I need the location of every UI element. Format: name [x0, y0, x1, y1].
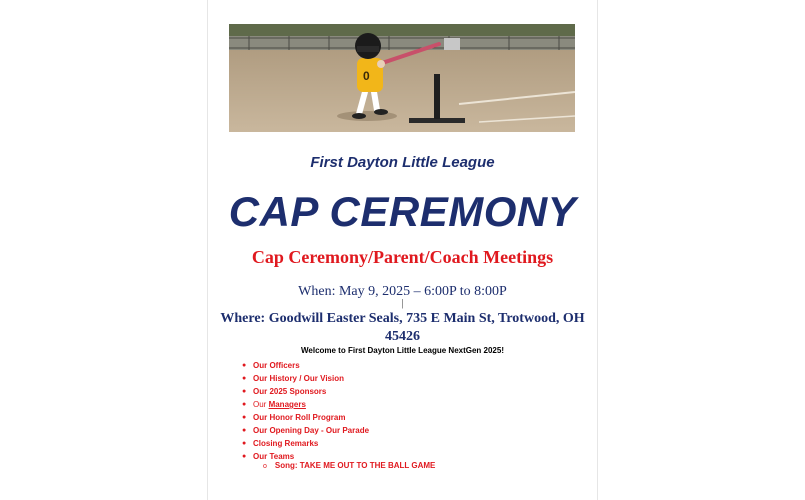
jersey-number: 0 — [363, 69, 370, 83]
list-item: ● Our 2025 Sponsors — [242, 387, 327, 396]
text-cursor: | — [401, 298, 404, 309]
list-item: ● Our Managers — [242, 400, 306, 409]
event-where: Where: Goodwill Easter Seals, 735 E Main St, Trotwood, OH 45426 — [220, 311, 585, 344]
page-title: CAP CEREMONY — [228, 188, 577, 235]
bullet-icon: ● — [242, 362, 247, 369]
agenda-list — [242, 359, 369, 463]
list-item: ● Closing Remarks — [242, 439, 319, 448]
bullet-icon: ● — [242, 388, 247, 395]
list-item: ● Our Honor Roll Program — [242, 413, 346, 422]
tee-ball-player-photo — [229, 24, 575, 132]
welcome-text: Welcome to First Dayton Little League NextGen 2025! — [300, 346, 504, 355]
managers-link[interactable]: Managers — [268, 400, 306, 409]
list-item: ● Our Teams — [242, 452, 295, 461]
list-item: ● Our Officers — [242, 361, 300, 370]
league-name: First Dayton Little League — [310, 154, 495, 171]
circle-bullet-icon: o — [263, 463, 267, 470]
bullet-icon: ● — [242, 414, 247, 421]
list-item: ● Our History / Our Vision — [242, 374, 344, 383]
bullet-icon: ● — [242, 453, 247, 460]
bullet-icon: ● — [242, 440, 247, 447]
event-subtitle: Cap Ceremony/Parent/Coach Meetings — [251, 247, 554, 267]
sub-list-item: o Song: TAKE ME OUT TO THE BALL GAME — [263, 461, 436, 470]
bullet-icon: ● — [242, 375, 247, 382]
bullet-icon: ● — [242, 427, 247, 434]
bullet-icon: ● — [242, 401, 247, 408]
event-when: When: May 9, 2025 – 6:00P to 8:00P — [298, 284, 507, 299]
list-item: ● Our Opening Day - Our Parade — [242, 426, 370, 435]
